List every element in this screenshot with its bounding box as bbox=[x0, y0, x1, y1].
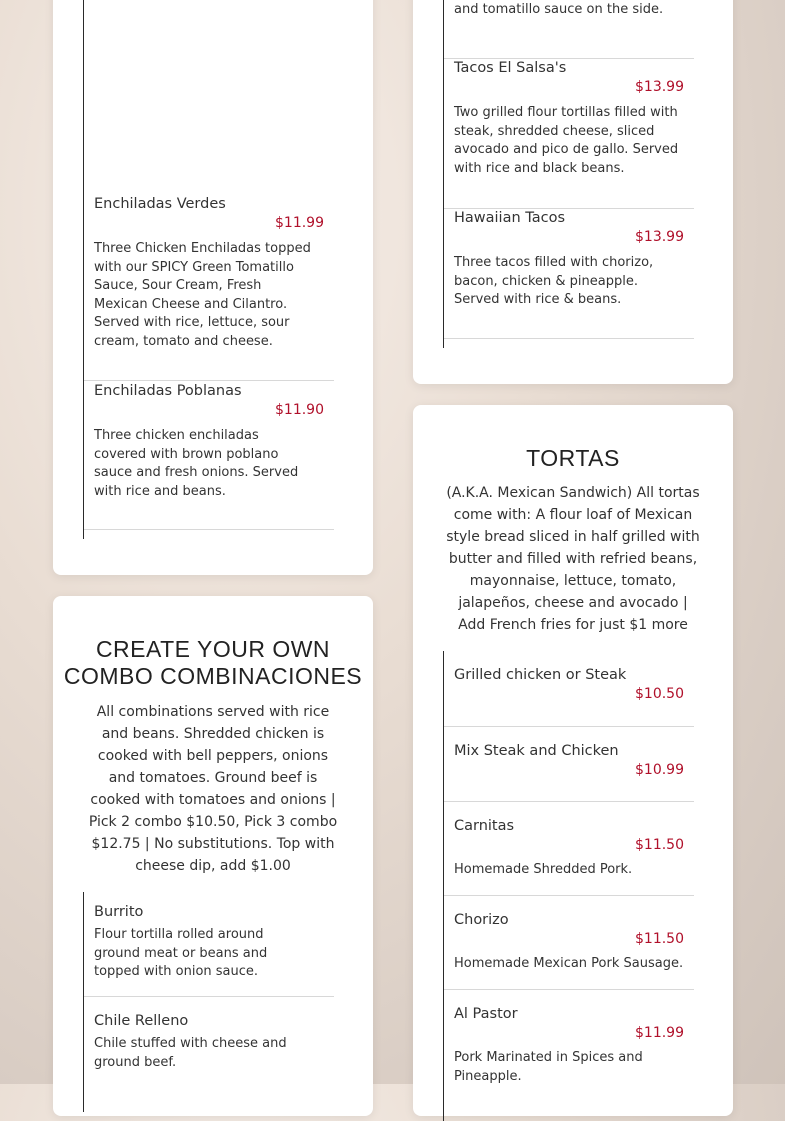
menu-item-partial[interactable] bbox=[444, 0, 694, 59]
item-name: Grilled chicken or Steak bbox=[454, 667, 627, 683]
menu-item[interactable] bbox=[444, 60, 694, 209]
menu-item[interactable] bbox=[444, 743, 694, 802]
item-description: Homemade Mexican Pork Sausage. bbox=[454, 956, 684, 971]
item-name: Carnitas bbox=[454, 818, 515, 834]
tacos-list bbox=[443, 0, 694, 348]
item-name: Mix Steak and Chicken bbox=[454, 743, 619, 759]
item-description: Homemade Shredded Pork. bbox=[454, 862, 633, 877]
menu-item[interactable] bbox=[84, 196, 334, 381]
enchiladas-card bbox=[53, 0, 373, 575]
menu-item[interactable] bbox=[444, 818, 694, 896]
item-price: $11.99 bbox=[275, 215, 324, 231]
section-title bbox=[53, 636, 373, 690]
item-price: $13.99 bbox=[635, 79, 684, 95]
item-name: Burrito bbox=[94, 904, 144, 920]
tacos-card bbox=[413, 0, 733, 384]
section-title-line2: COMBO COMBINACIONES bbox=[63, 663, 363, 689]
menu-item[interactable] bbox=[84, 904, 334, 997]
item-description: and tomatillo sauce on the side. bbox=[454, 1, 664, 17]
menu-item[interactable] bbox=[444, 667, 694, 727]
combo-card bbox=[53, 596, 373, 1116]
item-price: $11.90 bbox=[275, 402, 324, 418]
section-title: TORTAS bbox=[526, 445, 620, 471]
item-name: Chorizo bbox=[454, 912, 509, 928]
item-name: Enchiladas Poblanas bbox=[94, 383, 242, 399]
item-description: Three chicken enchiladas covered with brown poblano sauce and fresh onions. Served with rice and beans. bbox=[94, 428, 299, 499]
menu-item[interactable] bbox=[444, 912, 694, 990]
item-name: Enchiladas Verdes bbox=[94, 196, 226, 212]
menu-item[interactable] bbox=[444, 1006, 694, 1096]
combo-list bbox=[83, 892, 334, 1112]
section-intro: (A.K.A. Mexican Sandwich) All tortas come with: A flour loaf of Mexican style bread sliced in half grilled with butter and filled with refried beans, mayonnaise, lettuce, tomato, jalapeños, cheese and avocado | Add French fries for just $1 more bbox=[446, 485, 700, 633]
item-price: $11.50 bbox=[635, 837, 684, 853]
item-price: $10.99 bbox=[635, 762, 684, 778]
menu-item[interactable] bbox=[84, 1013, 334, 1093]
tortas-list bbox=[443, 651, 694, 1121]
item-price: $11.99 bbox=[635, 1025, 684, 1041]
tortas-card bbox=[413, 405, 733, 1116]
item-price: $11.50 bbox=[635, 931, 684, 947]
item-description: Chile stuffed with cheese and ground beef. bbox=[94, 1036, 287, 1070]
enchiladas-list bbox=[83, 0, 334, 539]
menu-item[interactable] bbox=[84, 383, 334, 530]
item-name: Hawaiian Tacos bbox=[454, 210, 566, 226]
item-price: $13.99 bbox=[635, 229, 684, 245]
menu-item[interactable] bbox=[444, 210, 694, 339]
item-description: Three Chicken Enchiladas topped with our SPICY Green Tomatillo Sauce, Sour Cream, Fresh Mexican Cheese and Cilantro. Served with rice, lettuce, sour cream, tomato and cheese. bbox=[94, 241, 311, 349]
item-description: Pork Marinated in Spices and Pineapple. bbox=[454, 1050, 643, 1084]
item-name: Al Pastor bbox=[454, 1006, 518, 1022]
item-name: Chile Relleno bbox=[94, 1013, 189, 1029]
item-description: Flour tortilla rolled around ground meat or beans and topped with onion sauce. bbox=[94, 927, 268, 979]
item-description: Three tacos filled with chorizo, bacon, chicken & pineapple. Served with rice & beans. bbox=[454, 255, 654, 307]
section-title-line1: CREATE YOUR OWN bbox=[95, 636, 331, 662]
item-name: Tacos El Salsa's bbox=[454, 60, 567, 76]
item-description: Two grilled flour tortillas filled with steak, shredded cheese, sliced avocado and pico de gallo. Served with rice and black beans. bbox=[454, 105, 679, 176]
item-price: $10.50 bbox=[635, 686, 684, 702]
section-intro: All combinations served with rice and beans. Shredded chicken is cooked with bell peppers, onions and tomatoes. Ground beef is cooked with tomatoes and onions | Pick 2 combo $10.50, Pick 3 combo $12.75 | No substitutions. Top with cheese dip, add $1.00 bbox=[88, 704, 338, 874]
